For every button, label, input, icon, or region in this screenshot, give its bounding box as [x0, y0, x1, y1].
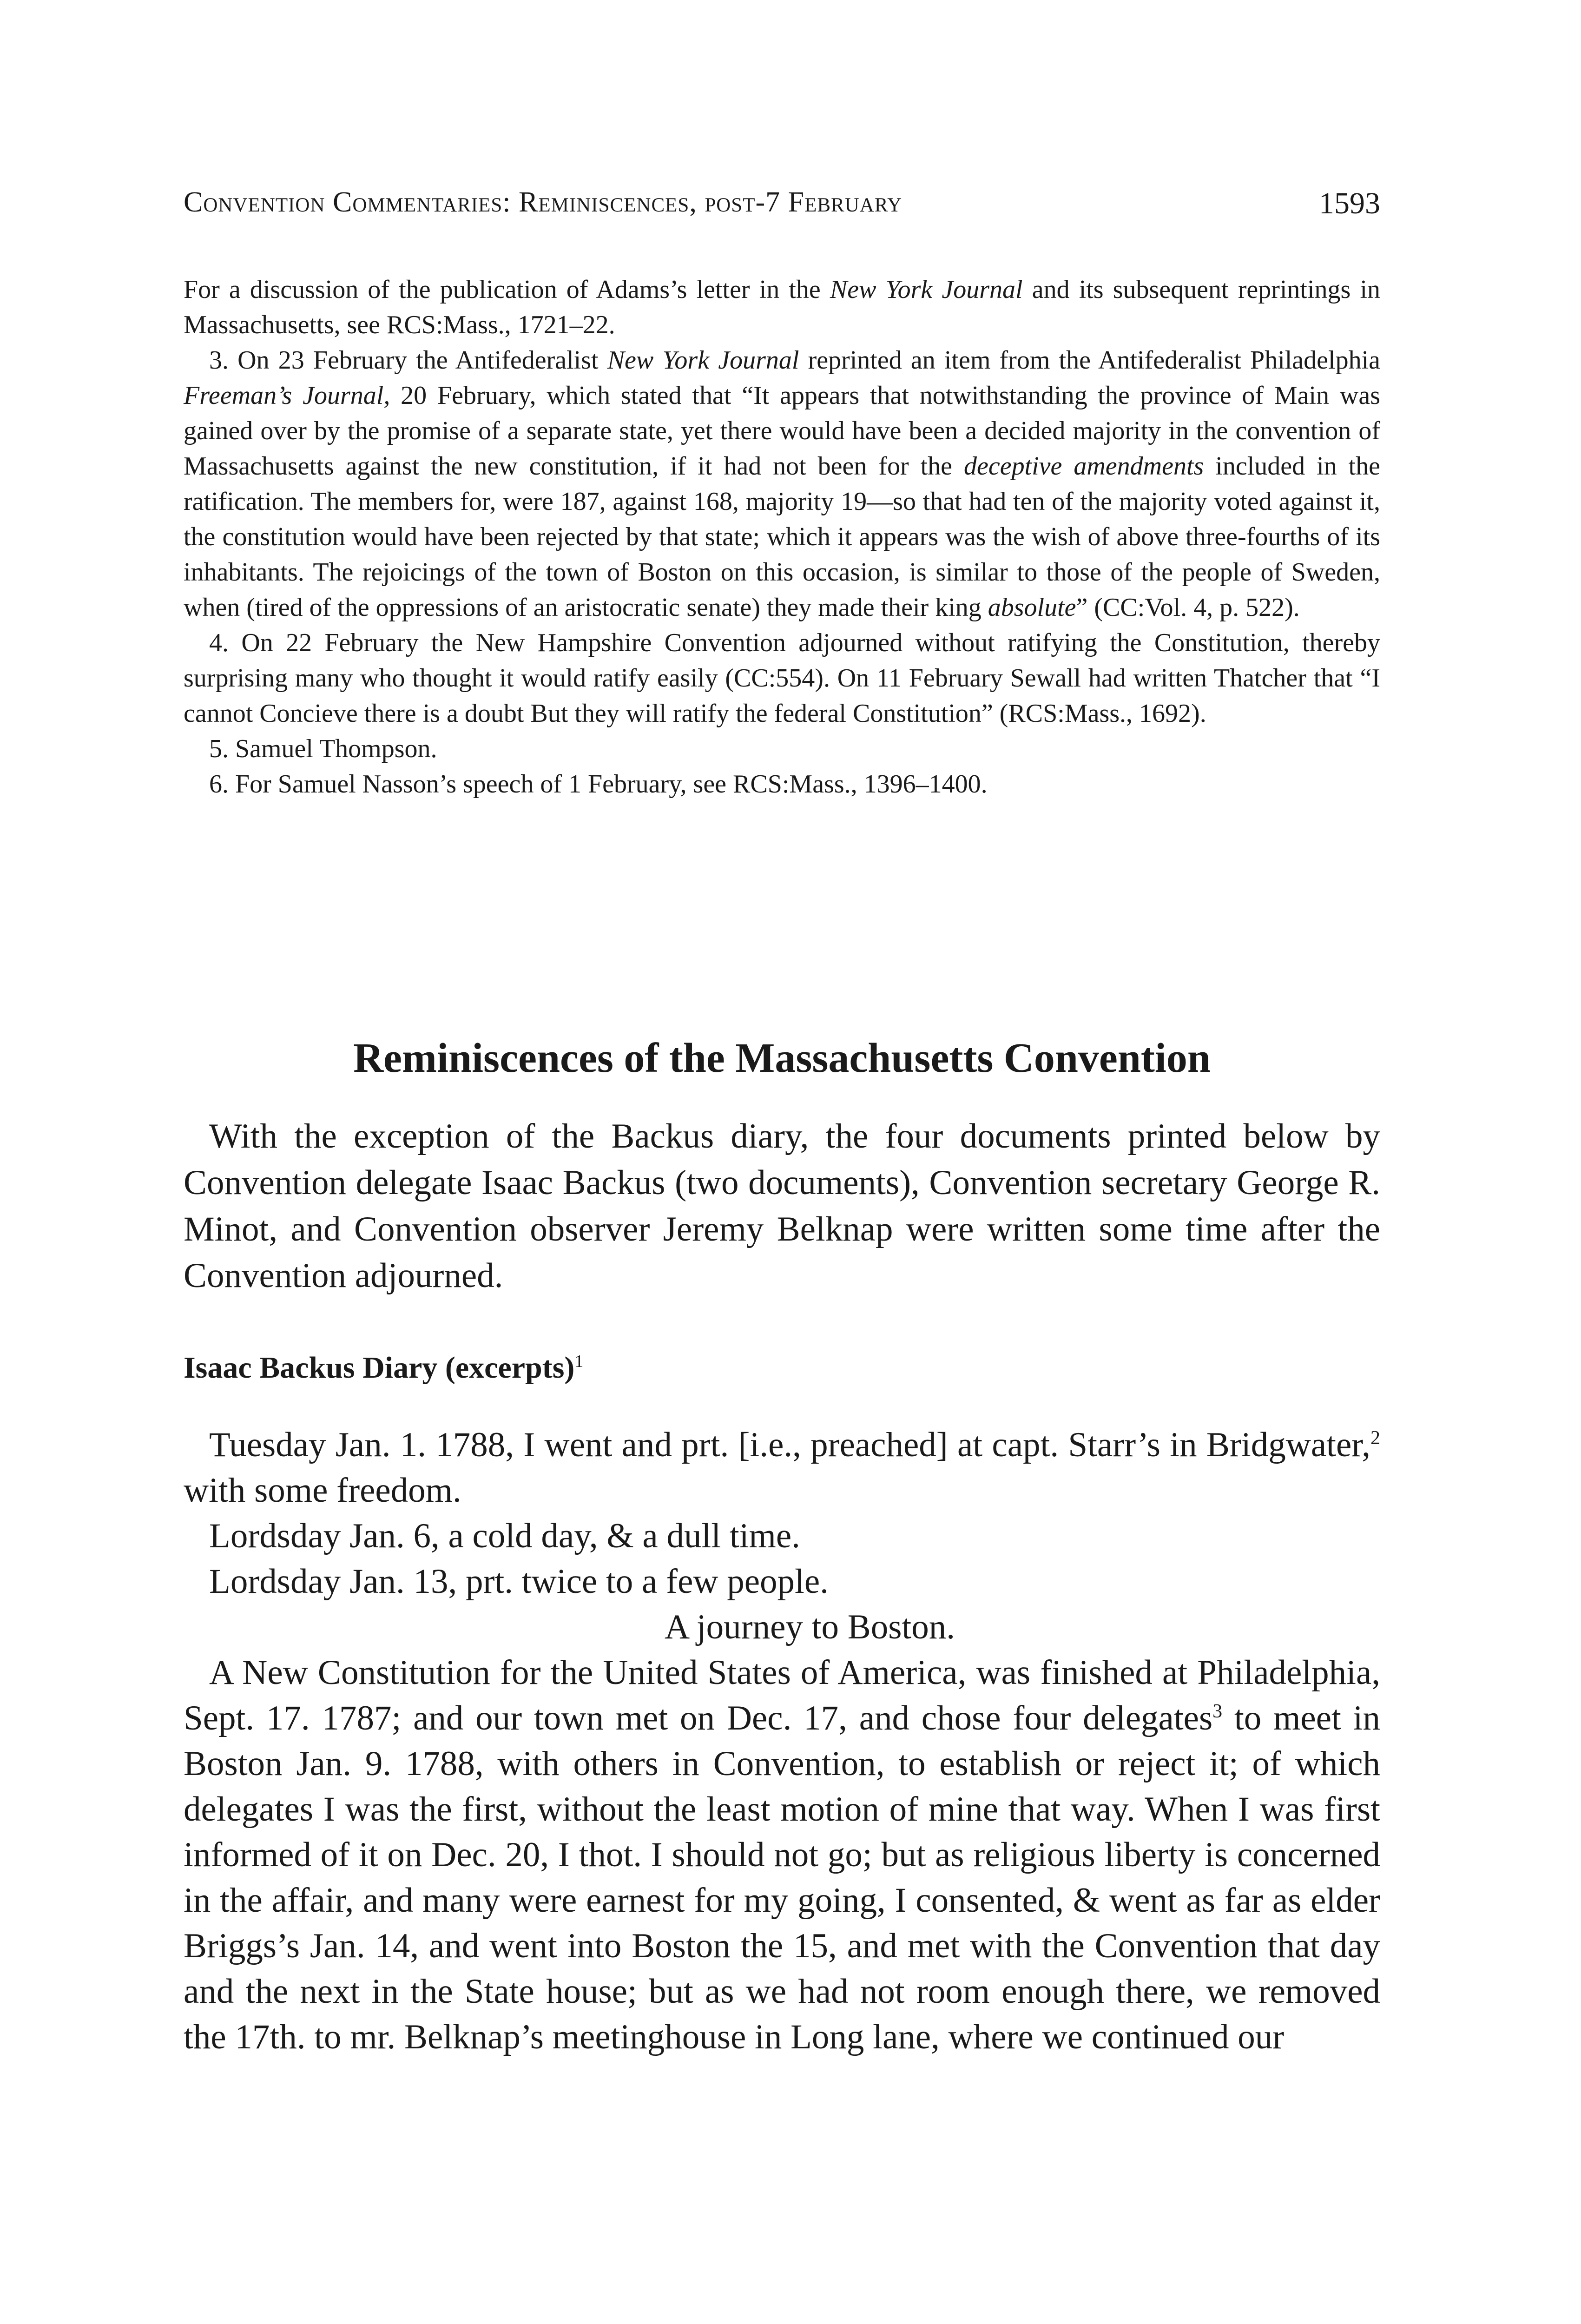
footnote-marker: 3: [1212, 1701, 1223, 1722]
footnote-marker: 1: [574, 1352, 584, 1371]
footnote-marker: 2: [1370, 1427, 1380, 1449]
diary-body: [184, 1422, 1380, 2060]
section-intro: With the exception of the Backus diary, the four documents printed below by Convention delegate Isaac Backus (two documents), Convention secretary George R. Minot, and Convention observer Jeremy Belknap were written some time after the Convention adjourned.: [184, 1117, 1380, 1295]
endnotes: [184, 272, 1380, 802]
diary-entry-jan-1: Tuesday Jan. 1. 1788, I went and prt. [i.e., preached] at capt. Starr’s in Bridgwater,$^2$ with some freedom.: [184, 1426, 1380, 1510]
diary-entry-constitution: A New Constitution for the United States of America, was finished at Philadelphia, Sept. 17. 1787; and our town met on Dec. 17, and chose four delegates$^3$ to meet in Boston Jan. 9. 1788, with others in Convention, to establish or reject it; of which delegates I was the first, without the least motion of mine that way. When I was first informed of it on Dec. 20, I thot. I should not go; but as religious liberty is concerned in the affair, and many were earnest for my going, I consented, & went as far as elder Briggs’s Jan. 14, and went into Boston the 15, and met with the Convention that day and the next in the State house; but as we had not room enough there, we removed the 17th. to mr. Belknap’s meetinghouse in Long lane, where we continued our: [184, 1653, 1380, 2056]
note-6: 6. For Samuel Nasson’s speech of 1 February, see RCS:Mass., 1396–1400.: [209, 770, 988, 799]
note-5: 5. Samuel Thompson.: [209, 734, 437, 763]
diary-heading-journey: A journey to Boston.: [664, 1608, 955, 1646]
running-title: Convention Commentaries: Reminiscences, post-7 February: [184, 186, 902, 218]
diary-entry-jan-13: Lordsday Jan. 13, prt. twice to a few people.: [209, 1562, 829, 1601]
note-2-continuation: For a discussion of the publication of Adams’s letter in the New York Journal and its subsequent reprintings in Massachusetts, see RCS:Mass., 1721–22.: [184, 275, 1381, 339]
section-title: Reminiscences of the Massachusetts Convention: [353, 1035, 1211, 1081]
note-4: 4. On 22 February the New Hampshire Convention adjourned without ratifying the Constitution, thereby surprising many who thought it would ratify easily (CC:554). On 11 February Sewall had written Thatcher that “I cannot Concieve there is a doubt But they will ratify the federal Constitution” (RCS:Mass., 1692).: [184, 628, 1380, 728]
page-number: 1593: [1319, 186, 1380, 220]
diary-entry-jan-6: Lordsday Jan. 6, a cold day, & a dull time.: [209, 1517, 800, 1555]
note-3: 3. On 23 February the Antifederalist New York Journal reprinted an item from the Antifederalist Philadelphia Freeman’s Journal, 20 February, which stated that “It appears that notwithstanding the province of Main was gained over by the promise of a separate state, yet there would have been a decided majority in the convention of Massachusetts against the new constitution, if it had not been for the deceptive amendments included in the ratification. The members for, were 187, against 168, majority 19—so that had ten of the majority voted against it, the constitution would have been rejected by that state; which it appears was the wish of above three-fourths of its inhabitants. The rejoicings of the town of Boston on this occasion, is similar to those of the people of Sweden, when (tired of the oppressions of an aristocratic senate) they made their king absolute” (CC:Vol. 4, p. 522).: [184, 346, 1381, 622]
running-head: [184, 186, 1380, 232]
subsection-title: Isaac Backus Diary (excerpts)$^1$: [184, 1351, 584, 1385]
